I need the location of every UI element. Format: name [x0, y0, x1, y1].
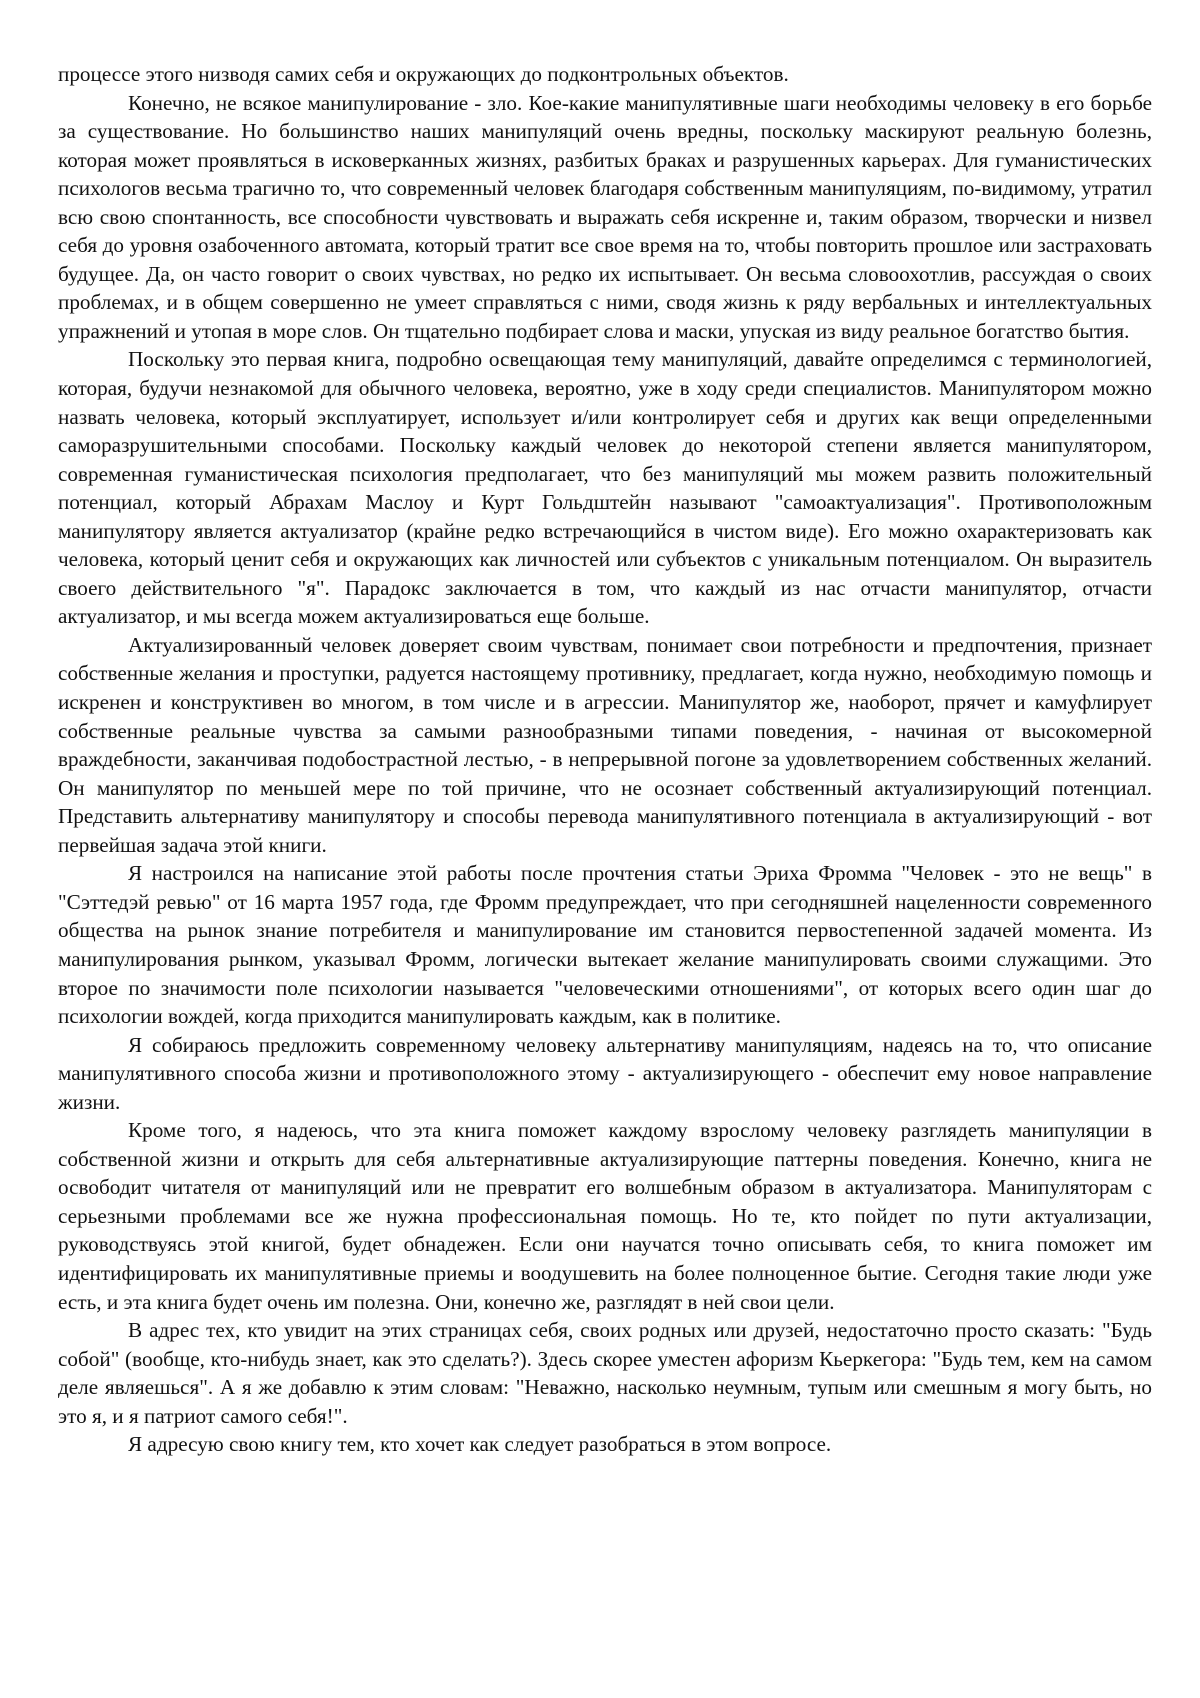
document-page — [58, 60, 1152, 1459]
paragraph: Я адресую свою книгу тем, кто хочет как следует разобраться в этом вопросе. — [128, 1432, 832, 1457]
paragraph: Конечно, не всякое манипулирование - зло. Кое-какие манипулятивные шаги необходимы человеку в его борьбе за существование. Но большинство наших манипуляций очень вредны, поскольку маскируют реальную болезнь, которая может проявляться в исковерканных жизнях, разбитых браках и разрушенных карьерах. Для гуманистических психологов весьма трагично то, что современный человек благодаря собственным манипуляциям, по-видимому, утратил всю свою спонтанность, все способности чувствовать и выражать себя искренне и, таким образом, творчески и низвел себя до уровня озабоченного автомата, который тратит все свое время на то, чтобы повторить прошлое или застраховать будущее. Да, он часто говорит о своих чувствах, но редко их испытывает. Он весьма словоохотлив, рассуждая о своих проблемах, и в общем совершенно не умеет справляться с ними, сводя жизнь к ряду вербальных и интеллектуальных упражнений и утопая в море слов. Он тщательно подбирает слова и маски, упуская из виду реальное богатство бытия. — [58, 90, 1152, 343]
paragraph: Я собираюсь предложить современному человеку альтернативу манипуляциям, надеясь на то, что описание манипулятивного способа жизни и противоположного этому - актуализирующего - обеспечит ему новое направление жизни. — [58, 1032, 1152, 1114]
paragraph: Поскольку это первая книга, подробно освещающая тему манипуляций, давайте определимся с терминологией, которая, будучи незнакомой для обычного человека, вероятно, уже в ходу среди специалистов. Манипулятором можно назвать человека, который эксплуатирует, использует и/или контролирует себя и других как вещи определенными саморазрушительными способами. Поскольку каждый человек до некоторой степени является манипулятором, современная гуманистическая психология предполагает, что без манипуляций мы можем развить положительный потенциал, который Абрахам Маслоу и Курт Гольдштейн называют "самоактуализация". Противоположным манипулятору является актуализатор (крайне редко встречающийся в чистом виде). Его можно охарактеризовать как человека, который ценит себя и окружающих как личностей или субъектов с уникальным потенциалом. Он выразитель своего действительного "я". Парадокс заключается в том, что каждый из нас отчасти манипулятор, отчасти актуализатор, и мы всегда можем актуализироваться еще больше. — [58, 347, 1152, 629]
paragraph: В адрес тех, кто увидит на этих страницах себя, своих родных или друзей, недостаточно просто сказать: "Будь собой" (вообще, кто-нибудь знает, как это сделать?). Здесь скорее уместен афоризм Кьеркегора: "Будь тем, кем на самом деле являешься". А я же добавлю к этим словам: "Неважно, насколько неумным, тупым или смешным я могу быть, но это я, и я патриот самого себя!". — [58, 1318, 1152, 1428]
paragraph: Актуализированный человек доверяет своим чувствам, понимает свои потребности и предпочтения, признает собственные желания и проступки, радуется настоящему противнику, предлагает, когда нужно, необходимую помощь и искренен и конструктивен во многом, в том числе и в агрессии. Манипулятор же, наоборот, прячет и камуфлирует собственные реальные чувства за самыми разнообразными типами поведения, - начиная от высокомерной враждебности, заканчивая подобострастной лестью, - в непрерывной погоне за удовлетворением собственных желаний. Он манипулятор по меньшей мере по той причине, что не осознает собственный актуализирующий потенциал. Представить альтернативу манипулятору и способы перевода манипулятивного потенциала в актуализирующий - вот первейшая задача этой книги. — [58, 632, 1152, 857]
paragraph: Я настроился на написание этой работы после прочтения статьи Эриха Фромма "Человек - это не вещь" в "Сэттедэй ревью" от 16 марта 1957 года, где Фромм предупреждает, что при сегодняшней нацеленности современного общества на рынок знание потребителя и манипулирование им становится первостепенной задачей момента. Из манипулирования рынком, указывал Фромм, логически вытекает желание манипулировать своими служащими. Это второе по значимости поле психологии называется "человеческими отношениями", от которых всего один шаг до психологии вождей, когда приходится манипулировать каждым, как в политике. — [58, 861, 1152, 1029]
paragraph: Кроме того, я надеюсь, что эта книга поможет каждому взрослому человеку разглядеть манипуляции в собственной жизни и открыть для себя альтернативные актуализирующие паттерны поведения. Конечно, книга не освободит читателя от манипуляций или не превратит его волшебным образом в актуализатора. Манипуляторам с серьезными проблемами все же нужна профессиональная помощь. Но те, кто пойдет по пути актуализации, руководствуясь этой книгой, будет обнадежен. Если они научатся точно описывать себя, то книга поможет им идентифицировать их манипулятивные приемы и воодушевить на более полноценное бытие. Сегодня такие люди уже есть, и эта книга будет очень им полезна. Они, конечно же, разглядят в ней свои цели. — [58, 1118, 1152, 1314]
paragraph: процессе этого низводя самих себя и окружающих до подконтрольных объектов. — [58, 62, 789, 86]
